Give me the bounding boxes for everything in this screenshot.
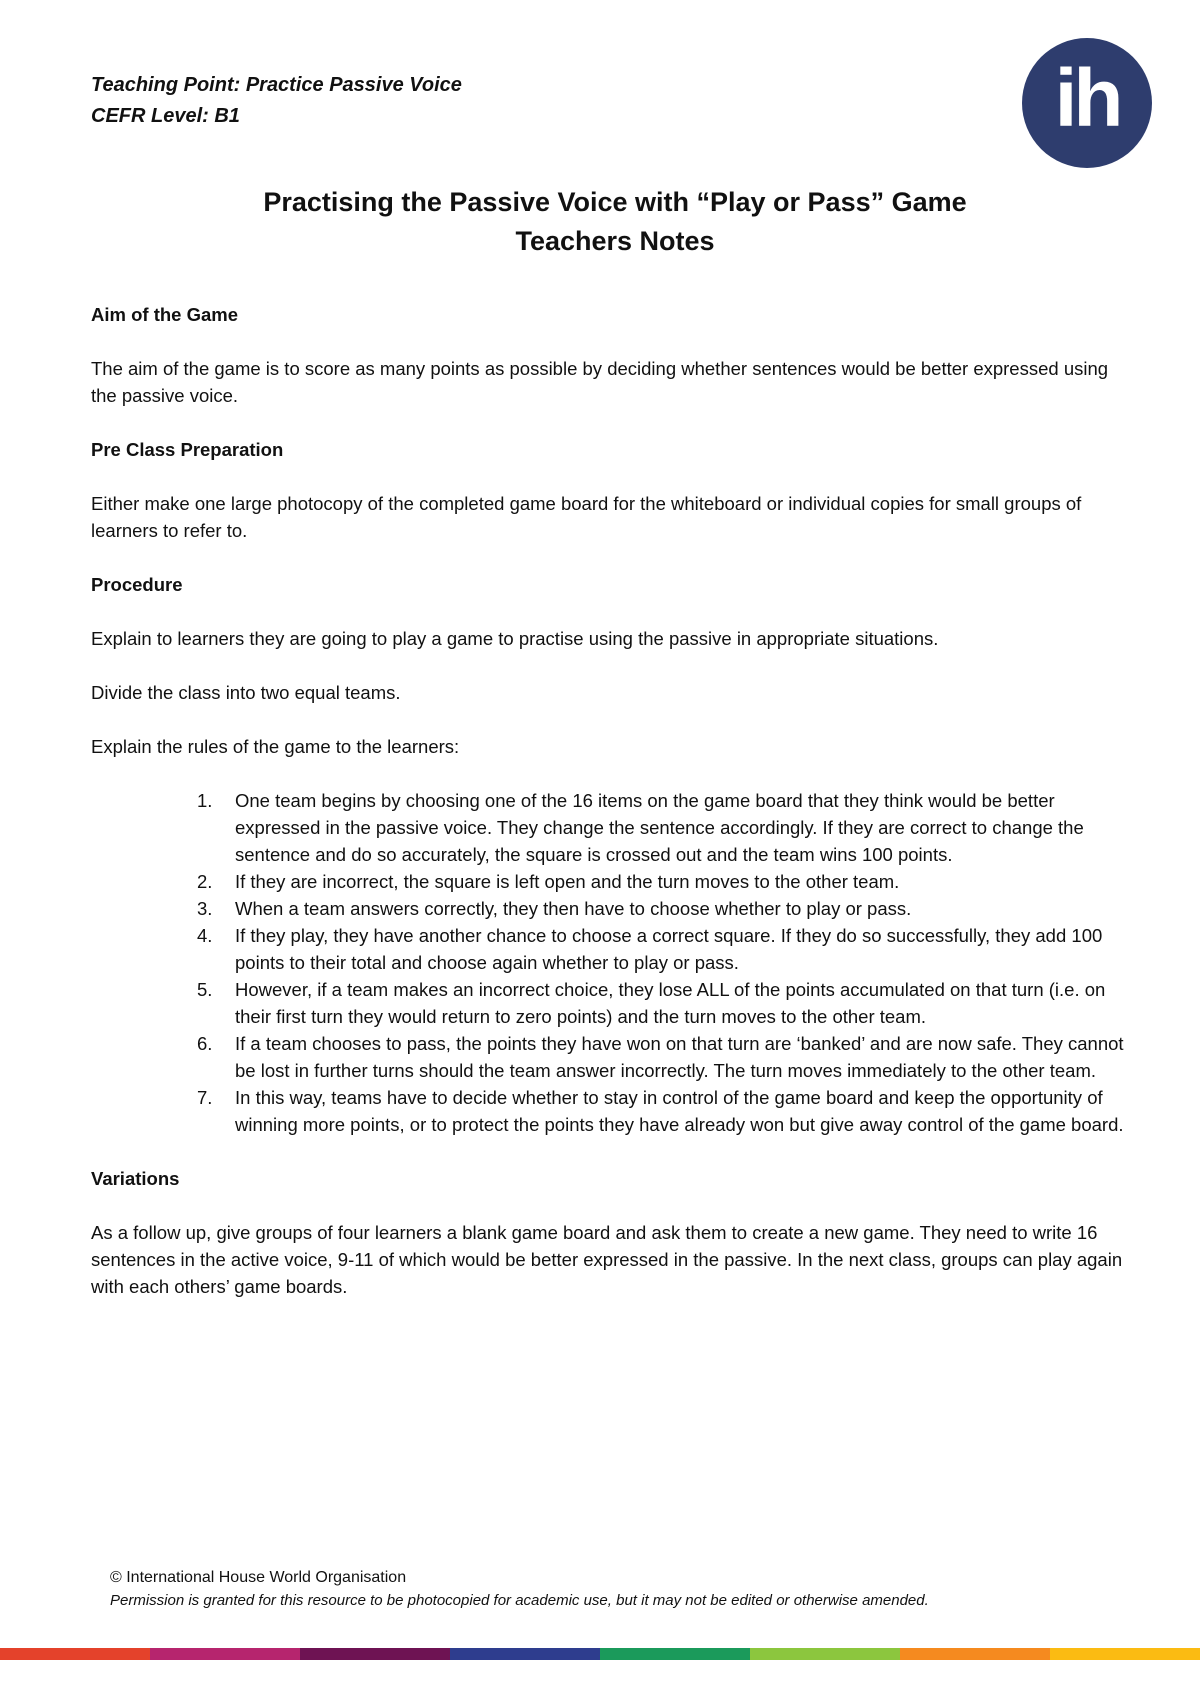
aim-text: The aim of the game is to score as many points as possible by deciding whether sentences would be better expressed using the passive voice. <box>91 358 1109 406</box>
rule-text: If a team chooses to pass, the points they have won on that turn are ‘banked’ and are now safe. They cannot be lost in further turns should the team answer incorrectly. The turn moves immediately to the other team. <box>235 1033 1124 1081</box>
procedure-heading: Procedure <box>91 574 183 595</box>
stripe-segment <box>300 1648 450 1660</box>
procedure-paragraph-2: Divide the class into two equal teams. <box>91 682 401 703</box>
rule-text: If they play, they have another chance to choose a correct square. If they do so successfully, they add 100 points to their total and choose again whether to play or pass. <box>235 925 1103 973</box>
rule-item <box>91 787 1131 868</box>
procedure-paragraph-3: Explain the rules of the game to the learners: <box>91 736 460 757</box>
rule-number: 5. <box>197 979 213 1000</box>
document-title <box>0 183 1200 261</box>
rule-text: When a team answers correctly, they then have to choose whether to play or pass. <box>235 898 912 919</box>
document-body <box>91 301 1131 1327</box>
stripe-segment <box>150 1648 300 1660</box>
rule-item <box>91 1030 1131 1084</box>
rule-text: However, if a team makes an incorrect choice, they lose ALL of the points accumulated on that turn (i.e. on their first turn they would return to zero points) and the turn moves to the other team. <box>235 979 1106 1027</box>
permission-text: Permission is granted for this resource to be photocopied for academic use, but it may not be edited or otherwise amended. <box>110 1592 929 1609</box>
rule-item <box>91 922 1131 976</box>
stripe-segment <box>600 1648 750 1660</box>
rule-number: 2. <box>197 871 213 892</box>
cefr-level: CEFR Level: B1 <box>91 105 240 127</box>
stripe-segment <box>450 1648 600 1660</box>
document-meta <box>91 70 462 132</box>
rule-item <box>91 895 1131 922</box>
teaching-point: Teaching Point: Practice Passive Voice <box>91 74 462 96</box>
rule-number: 1. <box>197 790 213 811</box>
rule-number: 7. <box>197 1087 213 1108</box>
title-line-1: Practising the Passive Voice with “Play or Pass” Game <box>263 187 967 217</box>
logo-text: ih <box>1054 53 1120 144</box>
variations-heading: Variations <box>91 1168 180 1189</box>
color-stripe <box>0 1648 1200 1660</box>
stripe-segment <box>900 1648 1050 1660</box>
variations-text: As a follow up, give groups of four learners a blank game board and ask them to create a new game. They need to write 16 sentences in the active voice, 9-11 of which would be better expressed in the passive. In the next class, groups can play again with each others’ game boards. <box>91 1222 1123 1297</box>
footer <box>110 1566 929 1612</box>
ih-logo <box>1022 38 1152 168</box>
rule-number: 4. <box>197 925 213 946</box>
prep-text: Either make one large photocopy of the completed game board for the whiteboard or individual copies for small groups of learners to refer to. <box>91 493 1082 541</box>
stripe-segment <box>1050 1648 1200 1660</box>
rule-item <box>91 1084 1131 1138</box>
title-line-2: Teachers Notes <box>515 226 715 256</box>
rule-text: One team begins by choosing one of the 16 items on the game board that they think would be better expressed in the passive voice. They change the sentence accordingly. If they are correct to change the sentence and do so accurately, the square is crossed out and the team wins 100 points. <box>235 790 1084 865</box>
rule-text: In this way, teams have to decide whether to stay in control of the game board and keep the opportunity of winning more points, or to protect the points they have already won but give away control of the game board. <box>235 1087 1124 1135</box>
rule-text: If they are incorrect, the square is left open and the turn moves to the other team. <box>235 871 900 892</box>
rule-item <box>91 976 1131 1030</box>
stripe-segment <box>750 1648 900 1660</box>
rule-item <box>91 868 1131 895</box>
stripe-segment <box>0 1648 150 1660</box>
rules-list <box>91 787 1131 1138</box>
rule-number: 6. <box>197 1033 213 1054</box>
rule-number: 3. <box>197 898 213 919</box>
prep-heading: Pre Class Preparation <box>91 439 284 460</box>
aim-heading: Aim of the Game <box>91 304 238 325</box>
copyright-text: © International House World Organisation <box>110 1569 407 1586</box>
procedure-paragraph-1: Explain to learners they are going to play a game to practise using the passive in appropriate situations. <box>91 628 939 649</box>
